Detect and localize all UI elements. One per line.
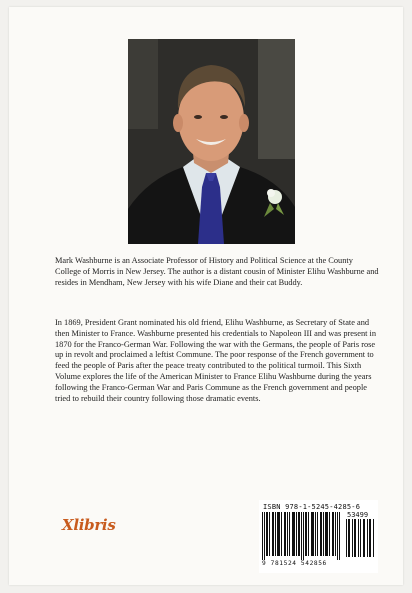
- isbn-label: ISBN 978-1-5245-4285-6: [263, 503, 361, 511]
- back-cover: [9, 7, 403, 585]
- price-code: 53499: [347, 511, 369, 519]
- author-bio: Mark Washburne is an Associate Professor of History and Political Science at the County College of Morris in New Jersey. The author is a distant cousin of Minister Elihu Washburne and resides in Mendham, New Jersey with his wife Diane and their cat Buddy.: [55, 256, 379, 287]
- publisher-logo: Xlibris: [62, 516, 116, 534]
- book-description: In 1869, President Grant nominated his old friend, Elihu Washburne, as Secretary of State and then Minister to France. Washburne presented his credentials to Napoleon III and was present in 1870 for the Franco-German War. Following the war with the Germans, the people of Paris rose up in revolt and proclaimed a leftist Commune. The poor response of the French government to feed the people of Paris after the peace treaty contributed to the political turmoil. This Sixth Volume explores the life of the American Minister to France Elihu Washburne during the years following the Franco-German War and Paris Commune as the French government and people tried to rebuild their country following those dramatic events.: [55, 318, 377, 403]
- isbn-barcode: [259, 500, 378, 573]
- barcode-digits: 9 781524 542856: [262, 560, 327, 567]
- main-barcode-icon: [261, 512, 343, 560]
- author-portrait-image: [128, 39, 295, 244]
- author-photo: [128, 39, 295, 244]
- addon-barcode-icon: [345, 519, 375, 557]
